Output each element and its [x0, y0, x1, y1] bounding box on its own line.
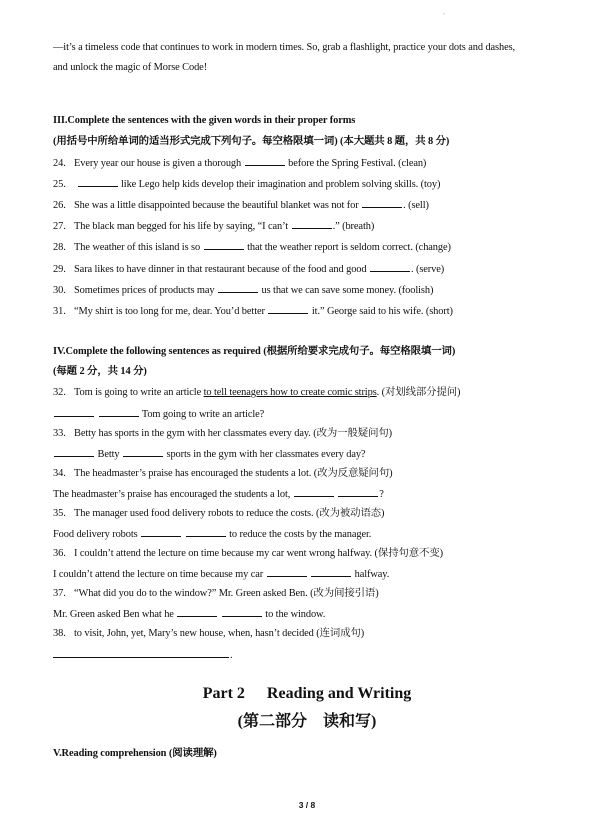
underlined-phrase: to tell teenagers how to create comic strips: [203, 387, 377, 398]
answer-blank[interactable]: [123, 447, 163, 457]
question-number: 32.: [53, 387, 66, 398]
section-4-points: (每题 2 分，共 14 分): [53, 366, 147, 377]
answer-blank[interactable]: [294, 487, 334, 497]
answer-line-34: The headmaster’s praise has encouraged the students a lot, ?: [53, 489, 384, 500]
question-35: 35. The manager used food delivery robots to reduce the costs. (改为被动语态): [53, 508, 385, 519]
answer-line-32: Tom going to write an article?: [53, 407, 573, 421]
question-34: 34. The headmaster’s praise has encouraged the students a lot. (改为反意疑问句): [53, 468, 393, 479]
question-number: 30.: [53, 285, 66, 296]
question-number: 29.: [53, 264, 66, 275]
page-number: 3 / 8: [298, 800, 316, 810]
answer-line-36: I couldn’t attend the lecture on time because my car halfway.: [53, 569, 390, 580]
answer-blank[interactable]: [204, 240, 244, 250]
question-number: 37.: [53, 588, 66, 599]
answer-blank[interactable]: [268, 304, 308, 314]
question-27: 27. The black man begged for his life by saying, “I can’t .” (breath): [53, 221, 375, 232]
answer-blank[interactable]: [311, 567, 351, 577]
answer-blank[interactable]: [218, 283, 258, 293]
part-2-title: Part 2 Reading and Writing: [202, 685, 412, 702]
answer-blank[interactable]: [222, 607, 262, 617]
question-38: 38. to visit, John, yet, Mary’s new house, when, hasn’t decided (连词成句): [53, 628, 365, 639]
section-5-heading: V.Reading comprehension (阅读理解): [53, 748, 217, 759]
question-37: 37. “What did you do to the window?” Mr. Green asked Ben. (改为间接引语): [53, 588, 379, 599]
question-28: 28. The weather of this island is so that the weather report is seldom correct. (change): [53, 242, 451, 253]
question-32: 32. Tom is going to write an article to tell teenagers how to create comic strips. (对划线部分提问): [53, 387, 461, 398]
question-number: 27.: [53, 221, 66, 232]
section-3-heading: III.Complete the sentences with the given words in their proper forms: [53, 115, 356, 126]
question-24: 24. Every year our house is given a thorough before the Spring Festival. (clean): [53, 158, 427, 169]
answer-line-37: Mr. Green asked Ben what he to the window.: [53, 609, 326, 620]
intro-line-2: and unlock the magic of Morse Code!: [53, 62, 208, 73]
question-number: 36.: [53, 548, 66, 559]
answer-blank[interactable]: [370, 262, 410, 272]
answer-blank[interactable]: [141, 527, 181, 537]
answer-blank[interactable]: [54, 407, 94, 417]
answer-line-35: Food delivery robots to reduce the costs by the manager.: [53, 529, 372, 540]
question-number: 34.: [53, 468, 66, 479]
answer-blank[interactable]: [53, 648, 229, 658]
question-number: 33.: [53, 428, 66, 439]
stray-mark: `: [443, 14, 445, 20]
question-25: 25. like Lego help kids develop their imagination and problem solving skills. (toy): [53, 179, 441, 190]
question-33: 33. Betty has sports in the gym with her classmates every day. (改为一般疑问句): [53, 428, 393, 439]
question-31: 31. “My shirt is too long for me, dear. You’d better it.” George said to his wife. (short): [53, 306, 453, 317]
question-number: 25.: [53, 179, 66, 190]
answer-line-33: Betty sports in the gym with her classmates every day?: [53, 447, 573, 461]
answer-blank[interactable]: [338, 487, 378, 497]
answer-blank[interactable]: [362, 198, 402, 208]
question-29: 29. Sara likes to have dinner in that restaurant because of the food and good . (serve): [53, 264, 445, 275]
part-2-title-cn: (第二部分 读和写): [237, 713, 377, 730]
answer-blank[interactable]: [177, 607, 217, 617]
question-number: 24.: [53, 158, 66, 169]
answer-blank[interactable]: [186, 527, 226, 537]
question-number: 26.: [53, 200, 66, 211]
answer-blank[interactable]: [245, 156, 285, 166]
question-30: 30. Sometimes prices of products may us that we can save some money. (foolish): [53, 285, 434, 296]
answer-blank[interactable]: [292, 219, 332, 229]
question-36: 36. I couldn’t attend the lecture on time because my car went wrong halfway. (保持句意不变): [53, 548, 444, 559]
question-number: 38.: [53, 628, 66, 639]
answer-line-38: .: [53, 648, 573, 662]
answer-blank[interactable]: [78, 177, 118, 187]
answer-blank[interactable]: [267, 567, 307, 577]
question-number: 28.: [53, 242, 66, 253]
section-4-heading: IV.Complete the following sentences as required (根据所给要求完成句子。每空格限填一词): [53, 346, 456, 357]
answer-blank[interactable]: [99, 407, 139, 417]
question-number: 31.: [53, 306, 66, 317]
intro-line-1: —it’s a timeless code that continues to work in modern times. So, grab a flashlight, practice your dots and dashes,: [53, 42, 516, 53]
question-26: 26. She was a little disappointed because the beautiful blanket was not for . (sell): [53, 200, 429, 211]
answer-blank[interactable]: [54, 447, 94, 457]
section-3-instruction: (用括号中所给单词的适当形式完成下列句子。每空格限填一词) (本大题共 8 题，共 8 分): [53, 136, 450, 147]
question-number: 35.: [53, 508, 66, 519]
